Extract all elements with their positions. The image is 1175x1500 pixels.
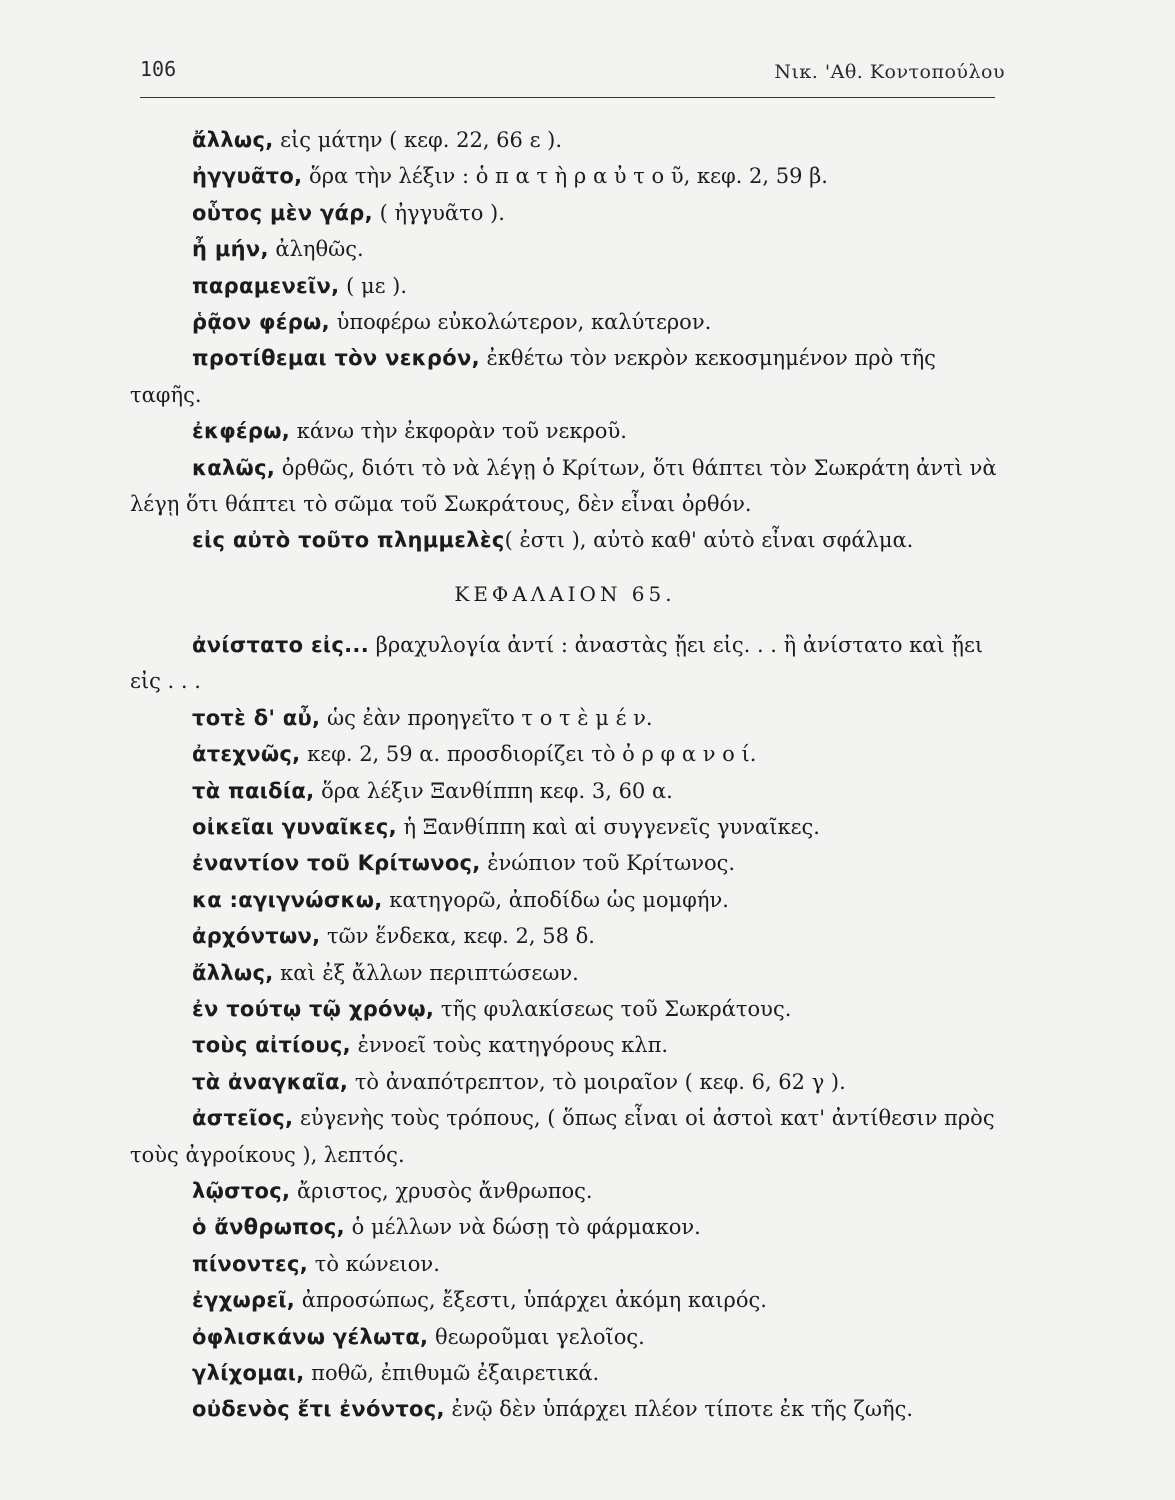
glossary-entry [130,413,1000,449]
glossary-entry [130,1282,1000,1318]
entry-gloss: θεωροῦμαι γελοῖος. [428,1324,645,1349]
entry-gloss: ( με ). [339,273,408,298]
entry-lemma: γλίχομαι, [192,1361,305,1385]
entry-gloss: κατηγορῶ, ἀποδίδω ὡς μομφήν. [382,887,729,912]
page-number: 106 [140,57,177,81]
glossary-entry [130,1391,1000,1427]
entry-lemma: πίνοντες, [192,1251,309,1276]
glossary-entry [130,736,1000,772]
entry-lemma: ἐναντίον τοῦ Κρίτωνος, [192,851,481,876]
entry-gloss: ἐνῷ δὲν ὑπάρχει πλέον τίποτε ἐκ τῆς ζωῆς. [444,1397,914,1422]
entry-gloss: ἀληθῶς. [268,237,364,262]
entry-lemma: ὁ ἄνθρωπος, [192,1215,345,1240]
entry-lemma: τοτὲ δ' αὖ, [192,705,321,730]
entry-lemma: τὰ ἀναγκαῖα, [192,1069,349,1094]
glossary-entry [130,955,1000,991]
chapter-heading: ΚΕΦΑΛΑΙΟΝ 65. [454,581,676,606]
glossary-entry [130,773,1000,809]
entry-gloss: ( ἠγγυᾶτο ). [372,200,505,225]
glossary-entry [130,991,1000,1027]
section-1-entries [130,122,1000,559]
glossary-entry [130,1246,1000,1282]
glossary-entry [130,340,1000,413]
entry-lemma: οὐδενὸς ἔτι ἐνόντος, [192,1397,445,1422]
entry-gloss: ὅρα λέξιν Ξανθίππη κεφ. 3, 60 α. [314,778,673,803]
entry-lemma: λῷστος, [192,1178,291,1203]
entry-gloss: ὀρθῶς, διότι τὸ νὰ λέγῃ ὁ Κρίτων, ὅτι θάπτει τὸν Σωκράτη ἀντὶ νὰ λέγῃ ὅτι θάπτει τὸ σῶμα τοῦ Σωκράτους, δὲν εἶναι ὀρθόν. [130,455,997,517]
glossary-entry [130,268,1000,304]
entry-lemma: ἀτεχνῶς, [192,742,301,767]
entry-lemma: ἐν τούτῳ τῷ χρόνῳ, [192,996,435,1021]
entry-lemma: οἰκεῖαι γυναῖκες, [192,814,397,839]
entry-gloss: κεφ. 2, 59 α. προσδιορίζει τὸ ὀ ρ φ α ν ο ί. [300,742,757,767]
glossary-entry [130,195,1000,231]
entry-lemma: ἄλλως, [192,960,274,985]
entry-lemma: εἰς αὐτὸ τοῦτο πλημμελὲς [192,528,505,553]
entry-gloss: τῆς φυλακίσεως τοῦ Σωκράτους. [434,996,792,1021]
entry-gloss: εὐγενὴς τοὺς τρόπους, ( ὅπως εἶναι οἱ ἀστοὶ κατ' ἀντίθεσιν πρὸς τοὺς ἀγροίκους ), λεπτός. [130,1106,995,1167]
glossary-entry [130,1319,1000,1355]
entry-lemma: οὗτος μὲν γάρ, [192,200,373,225]
entry-lemma: ῥᾷον φέρω, [192,310,330,335]
entry-gloss: ἐνώπιον τοῦ Κρίτωνος. [480,851,736,876]
glossary-entry [130,450,1000,523]
entry-lemma: ἀνίστατο εἰς... [192,632,369,657]
entry-lemma: κα :αγιγνώσκω, [192,887,383,912]
entry-lemma: τὰ παιδία, [192,778,315,803]
glossary-entry [130,1100,1000,1173]
entry-gloss: ἐννοεῖ τοὺς κατηγόρους κλπ. [350,1033,669,1058]
entry-lemma: ἠγγυᾶτο, [192,164,303,189]
entry-lemma: ὀφλισκάνω γέλωτα, [192,1324,429,1349]
entry-lemma: τοὺς αἰτίους, [192,1033,351,1058]
entry-lemma: καλῶς, [192,455,276,480]
entry-lemma: ἀρχόντων, [192,924,321,949]
entry-gloss: καὶ ἐξ ἄλλων περιπτώσεων. [273,960,579,985]
entry-lemma: ἐγχωρεῖ, [192,1288,296,1313]
entry-gloss: εἰς μάτην ( κεφ. 22, 66 ε ). [273,128,562,152]
glossary-entry [130,1355,1000,1391]
glossary-entry [130,845,1000,881]
entry-gloss: ἀπροσώπως, ἔξεστι, ὑπάρχει ἀκόμη καιρός. [295,1288,767,1313]
glossary-entry [130,882,1000,918]
entry-lemma: προτίθεμαι τὸν νεκρόν, [192,346,480,371]
entry-lemma: ἀστεῖος, [192,1106,294,1131]
entry-gloss: ὁ μέλλων νὰ δώσῃ τὸ φάρμακον. [344,1215,701,1240]
entry-gloss: βραχυλογία ἀντί : ἀναστὰς ᾔει εἰς. . . ἢ ἀνίστατο καὶ ᾔει εἰς . . . [130,632,984,694]
glossary-entry [130,231,1000,267]
entry-lemma: ἄλλως, [192,128,274,152]
entry-gloss: ποθῶ, ἐπιθυμῶ ἐξαιρετικά. [304,1361,600,1385]
entry-gloss: κάνω τὴν ἐκφορὰν τοῦ νεκροῦ. [290,419,627,444]
entry-gloss: ἡ Ξανθίππη καὶ αἱ συγγενεῖς γυναῖκες. [396,814,820,839]
entry-gloss: τὸ ἀναπότρεπτον, τὸ μοιραῖον ( κεφ. 6, 62 γ ). [348,1069,846,1094]
glossary-entry [130,1064,1000,1100]
glossary-entry [130,1209,1000,1245]
page-body [130,122,1000,1428]
entry-gloss: ( ἐστι ), αὐτὸ καθ' αὑτὸ εἶναι σφάλμα. [504,528,914,553]
glossary-entry [130,918,1000,954]
glossary-entry [130,522,1000,558]
glossary-entry [130,122,1000,158]
entry-gloss: ἄριστος, χρυσὸς ἄνθρωπος. [290,1178,593,1203]
section-2-entries [130,627,1000,1428]
glossary-entry [130,700,1000,736]
glossary-entry [130,1173,1000,1209]
glossary-entry [130,158,1000,194]
entry-lemma: παραμενεῖν, [192,273,340,298]
entry-lemma: ἐκφέρω, [192,419,291,444]
entry-gloss: τῶν ἕνδεκα, κεφ. 2, 58 δ. [320,924,595,949]
entry-gloss: ἐκθέτω τὸν νεκρὸν κεκοσμημένον πρὸ τῆς ταφῆς. [130,346,936,407]
glossary-entry [130,1027,1000,1063]
header-rule [140,97,995,98]
entry-lemma: ἦ μήν, [192,237,269,262]
glossary-entry [130,627,1000,700]
entry-gloss: ὅρα τὴν λέξιν : ὁ π α τ ὴ ρ α ὐ τ ο ῦ, κεφ. 2, 59 β. [302,164,828,189]
entry-gloss: τὸ κώνειον. [308,1251,440,1276]
running-head: Νικ. 'Αθ. Κοντοπούλου [774,61,1005,83]
entry-gloss: ὡς ἐὰν προηγεῖτο τ ο τ ὲ μ έ ν. [320,705,653,730]
entry-gloss: ὑποφέρω εὐκολώτερον, καλύτερον. [329,310,712,335]
glossary-entry [130,304,1000,340]
glossary-entry [130,809,1000,845]
page-header [140,55,1005,95]
